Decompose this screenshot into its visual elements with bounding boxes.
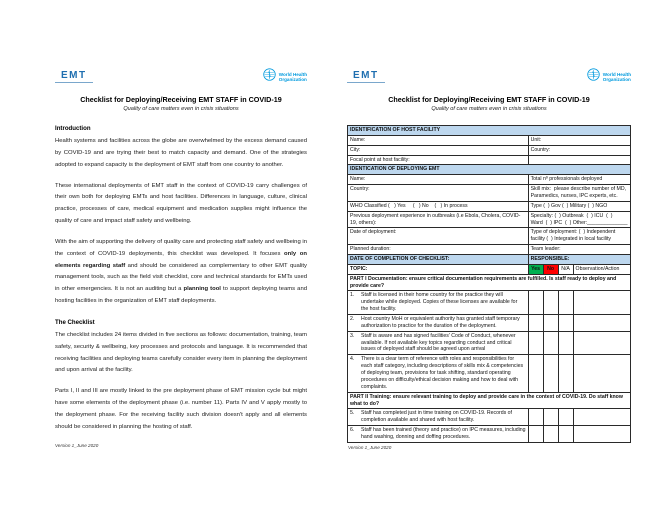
section-heading: Introduction — [55, 125, 91, 132]
paragraph: With the aim of supporting the delivery of quality care and protecting staff safety and wellbeing in the context of COVID-19 deployments, this checklist was developed. It focuses only on elements regarding staff and should be considered as complementary to other EMT quality management tools, such as the field visit checklist, core and technical standards for EMTs used in other emergencies. It is not an auditing but a planning tool to support deploying teams and hosting facilities in the organization of EMT staff deployments. — [55, 238, 308, 304]
no-checkbox-cell — [543, 409, 558, 426]
document-subtitle: Quality of care matters even in crisis situations — [123, 106, 239, 112]
yes-checkbox-cell — [528, 291, 543, 315]
part-header: PART I Documentation: ensure critical documentation requirements are fulfilled. Is staff ready to deploy and provide care? — [348, 274, 631, 291]
part-header-row — [348, 392, 631, 409]
info-row — [348, 228, 631, 245]
no-checkbox-cell — [543, 426, 558, 443]
na-column-header: N/A — [558, 264, 573, 274]
who-logo-text — [279, 72, 307, 83]
na-checkbox-cell — [558, 315, 573, 332]
item-number: 5. — [350, 410, 355, 417]
part-header-row — [348, 274, 631, 291]
item-text: Staff has been trained (theory and practice) on IPC measures, including hand washing, donning and doffing procedures. — [361, 427, 526, 440]
observation-cell — [573, 315, 630, 332]
info-cell-right: Skill mix: please describe number of MD, Paramedics, nurses, IPC experts, etc. — [528, 185, 630, 202]
left-logo-row — [55, 66, 307, 86]
info-cell-left: Date of deployment: — [348, 228, 529, 245]
page-left — [55, 66, 307, 442]
item-number: 3. — [350, 332, 355, 339]
no-column-header: No — [543, 264, 558, 274]
item-number: 1. — [350, 292, 355, 299]
who-logo-line2: Organization — [602, 77, 631, 82]
observation-cell — [573, 291, 630, 315]
who-logo-line1: World Health — [278, 71, 307, 77]
who-emblem-icon — [263, 68, 276, 86]
paragraph: The checklist includes 24 items divided in five sections as follows: documentation, training, team safety, security & wellbeing, key processes and protocols and language. It is recommended that receiving facilities and deploying teams carefully consider every item in planning the deployment and upon arrival at the facility. — [55, 331, 307, 374]
yes-checkbox-cell — [528, 315, 543, 332]
info-cell-right: Type ( ) Gov ( ) Military ( ) NGO — [528, 201, 630, 211]
checklist-column-header-row — [348, 264, 631, 274]
yes-checkbox-cell — [528, 426, 543, 443]
yes-checkbox-cell — [528, 355, 543, 392]
who-logo — [587, 68, 631, 86]
checklist-item-text — [348, 426, 529, 443]
info-cell-right: Type of deployment: ( ) Independent facility ( ) Integrated in local facility — [528, 228, 630, 245]
info-cell-left: City: — [348, 145, 529, 155]
checklist-item-text — [348, 355, 529, 392]
na-checkbox-cell — [558, 355, 573, 392]
checklist-item-text — [348, 409, 529, 426]
info-cell-left: Name: — [348, 135, 529, 145]
info-cell-right: Total nº professionals deployed — [528, 175, 630, 185]
checklist-item-text — [348, 331, 529, 355]
paragraph: Parts I, II and III are mostly linked to the pre deployment phase of EMT mission cycle but might have some elements of the deployment phase (i.e. number 11). Parts IV and V apply mostly to the deployment phase. For the receiving facility such division doesn't apply and all elements should be considered in planning the hosting of staff. — [55, 388, 307, 430]
item-number: 2. — [350, 316, 355, 323]
paragraph: These international deployments of EMT staff in the context of COVID-19 carry challenges of their own both for deploying EMTs and host facilities. Differences in language, culture, clinical practice, processes of care, medical equipment and medication supplies might influence the quality of care and impact staff safety and wellbeing. — [55, 182, 307, 225]
item-text: Staff has completed just in time training on COVID-19. Records of completion available and shared with host facility. — [361, 410, 512, 424]
who-logo-text — [603, 72, 631, 83]
yes-checkbox-cell — [528, 331, 543, 355]
table-subheader-row — [348, 255, 631, 265]
table-section-header-row — [348, 126, 631, 136]
checklist-table-body — [348, 126, 631, 443]
info-cell-left: Previous deployment experience in outbreaks (i.e Ebola, Cholera, COVID-19, others): — [348, 211, 529, 228]
info-row — [348, 155, 631, 165]
observation-cell — [573, 409, 630, 426]
document-title: Checklist for Deploying/Receiving EMT STAFF in COVID-19 — [80, 95, 282, 104]
page-right — [347, 66, 631, 443]
observation-column-header: Observation/Action — [573, 264, 630, 274]
who-logo — [263, 68, 307, 86]
checklist-item-row — [348, 426, 631, 443]
observation-cell — [573, 426, 630, 443]
info-row — [348, 185, 631, 202]
na-checkbox-cell — [558, 331, 573, 355]
no-checkbox-cell — [543, 291, 558, 315]
document-title: Checklist for Deploying/Receiving EMT STAFF in COVID-19 — [388, 95, 590, 104]
item-text: Staff is licensed in their home country for the practice they will undertake while deployed. Copies of these licenses are available for the host facility. — [361, 292, 518, 313]
paragraph: Health systems and facilities across the globe are overwhelmed by the excess demand caused by COVID-19 and are trying their best to match capacity and demand. One of the strategies adopted to expand capacity is the deployment of EMT staff from one country to another. — [55, 138, 307, 168]
item-number: 4. — [350, 356, 355, 363]
observation-cell — [573, 331, 630, 355]
info-row — [348, 201, 631, 211]
checklist-item-row — [348, 291, 631, 315]
info-row — [348, 135, 631, 145]
item-text: Staff is aware and has signed facilities' Code of Conduct, whenever available. If not available key topics regarding conduct and critical issues of deployed staff should be agreed upon arrival — [361, 332, 516, 353]
topic-column-header: TOPIC: — [348, 264, 529, 274]
info-cell-right: Specialty: ( ) Outbreak ( ) ICU ( ) Ward ( ) IPC ( ) Other:______________ — [528, 211, 630, 228]
checklist-item-row — [348, 331, 631, 355]
item-number: 6. — [350, 427, 355, 434]
info-cell-left: WHO Classified ( ) Yes ( ) No ( ) In process — [348, 201, 529, 211]
checklist-table — [347, 125, 631, 443]
checklist-item-text — [348, 315, 529, 332]
item-text: Host country MoH or equivalent authority has granted staff temporary authorization to practice for the duration of the deployment. — [361, 316, 520, 329]
table-section-header: IDENTICATION OF DEPLOYING EMT — [348, 165, 631, 175]
section-heading: The Checklist — [55, 318, 95, 326]
info-row — [348, 211, 631, 228]
who-logo-line1: World Health — [602, 71, 631, 77]
right-logo-row — [347, 66, 631, 86]
info-cell-right — [528, 155, 630, 165]
info-cell-right: Country: — [528, 145, 630, 155]
info-cell-left: Focal point at host facility: — [348, 155, 529, 165]
who-emblem-icon — [587, 68, 600, 86]
na-checkbox-cell — [558, 426, 573, 443]
yes-checkbox-cell — [528, 409, 543, 426]
info-cell-right: RESPONSIBLE: — [528, 255, 630, 265]
version-footer-right: Version 1_June 2020 — [348, 445, 392, 450]
checklist-item-row — [348, 315, 631, 332]
info-cell-right: Unit: — [528, 135, 630, 145]
table-section-header: IDENTIFICATION OF HOST FACILITY — [348, 126, 631, 136]
item-text: There is a clear term of reference with roles and responsibilities for each staff category, including descriptions of skills mix & competencies of deploying team, provisions for task shifting, standard operating procedures on difficulty/ethical decision making and how to deal with complaints. — [361, 356, 524, 390]
yes-column-header: Yes — [528, 264, 543, 274]
no-checkbox-cell — [543, 331, 558, 355]
info-row — [348, 145, 631, 155]
left-sections — [55, 123, 307, 433]
info-cell-left: DATE OF COMPLETION OF CHECKLIST: — [348, 255, 529, 265]
who-logo-line2: Organization — [278, 77, 307, 82]
checklist-item-row — [348, 409, 631, 426]
info-cell-right: Team leader: — [528, 245, 630, 255]
document-subtitle: Quality of care matters even in crisis situations — [431, 106, 547, 112]
info-cell-left: Country: — [348, 185, 529, 202]
info-row — [348, 245, 631, 255]
checklist-item-text — [348, 291, 529, 315]
no-checkbox-cell — [543, 355, 558, 392]
emt-logo: EMT — [55, 70, 93, 83]
checklist-item-row — [348, 355, 631, 392]
info-cell-left: Name: — [348, 175, 529, 185]
no-checkbox-cell — [543, 315, 558, 332]
na-checkbox-cell — [558, 409, 573, 426]
na-checkbox-cell — [558, 291, 573, 315]
info-cell-left: Planned duration: — [348, 245, 529, 255]
observation-cell — [573, 355, 630, 392]
table-section-header-row — [348, 165, 631, 175]
emt-logo: EMT — [347, 70, 385, 83]
info-row — [348, 175, 631, 185]
part-header: PART II Training: ensure relevant training to deploy and provide care in the context of COVID-19. Do staff know what to do? — [348, 392, 631, 409]
version-footer-left: Version 1_June 2020 — [55, 443, 99, 448]
